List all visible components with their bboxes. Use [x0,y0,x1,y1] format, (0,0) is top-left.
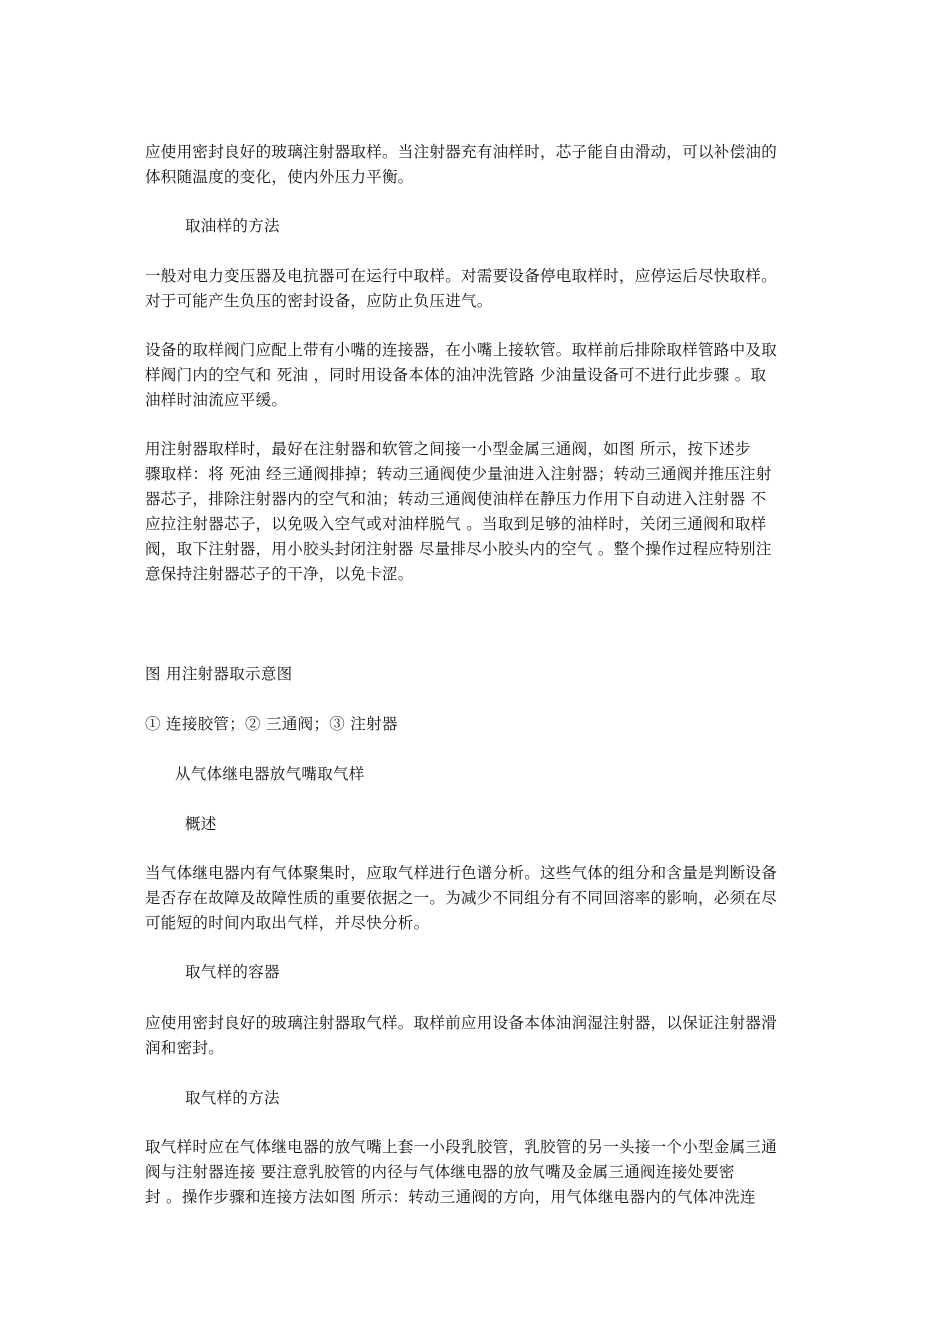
text-line: 油样时油流应平缓。 [145,391,288,409]
text-line: 应拉注射器芯子，以免吸入空气或对油样脱气 。当取到足够的油样时，关闭三通阀和取样 [145,515,767,533]
paragraph-syringe-procedure [145,437,825,587]
heading-text: 取气样的方法 [185,1089,280,1107]
paragraph-gas-procedure [145,1135,825,1210]
figure-caption [145,662,825,687]
paragraph-sampling-running [145,264,825,314]
text-line: 当气体继电器内有气体聚集时，应取气样进行色谱分析。这些气体的组分和含量是判断设备 [145,864,778,882]
text-line: 用注射器取样时，最好在注射器和软管之间接一小型金属三通阀，如图 所示，按下述步 [145,440,751,458]
text-line: 阀，取下注射器，用小胶头封闭注射器 尽量排尽小胶头内的空气 。整个操作过程应特别注 [145,540,772,558]
text-line: 是否存在故障及故障性质的重要依据之一。为减少不同组分有不同回溶率的影响，必须在尽 [145,889,778,907]
heading-gas-relay-sampling [175,762,855,787]
heading-overview [185,812,865,837]
figure-legend [145,712,825,737]
paragraph-gas-syringe [145,1011,825,1061]
text-line: 骤取样：将 死油 经三通阀排掉；转动三通阀使少量油进入注射器；转动三通阀并推压注射 [145,465,772,483]
text-line: 取气样时应在气体继电器的放气嘴上套一小段乳胶管，乳胶管的另一头接一个小型金属三通 [145,1138,778,1156]
heading-text: 从气体继电器放气嘴取气样 [175,765,365,783]
text-line: 应使用密封良好的玻璃注射器取样。当注射器充有油样时，芯子能自由滑动，可以补偿油的 [145,143,778,161]
text-line: 设备的取样阀门应配上带有小嘴的连接器，在小嘴上接软管。取样前后排除取样管路中及取 [145,341,778,359]
heading-gas-container [185,960,865,985]
paragraph-sampling-valve [145,338,825,413]
text-line: 应使用密封良好的玻璃注射器取气样。取样前应用设备本体油润湿注射器，以保证注射器滑 [145,1014,778,1032]
text-line: 封 。操作步骤和连接方法如图 所示：转动三通阀的方向，用气体继电器内的气体冲洗连 [145,1188,756,1206]
text-line: 器芯子，排除注射器内的空气和油；转动三通阀使油样在静压力作用下自动进入注射器 不 [145,490,767,508]
paragraph-syringe-intro [145,140,825,190]
caption-text: 图 用注射器取示意图 [145,665,293,683]
text-line: 润和密封。 [145,1039,225,1057]
paragraph-gas-analysis [145,861,825,936]
text-line: 阀与注射器连接 要注意乳胶管的内径与气体继电器的放气嘴及金属三通阀连接处要密 [145,1163,735,1181]
text-line: 对于可能产生负压的密封设备，应防止负压进气。 [145,292,493,310]
legend-text: ① 连接胶管；② 三通阀；③ 注射器 [145,715,398,733]
text-line: 可能短的时间内取出气样，并尽快分析。 [145,914,430,932]
text-line: 样阀门内的空气和 死油 ，同时用设备本体的油冲洗管路 少油量设备可不进行此步骤 。取 [145,366,767,384]
text-line: 一般对电力变压器及电抗器可在运行中取样。对需要设备停电取样时，应停运后尽快取样。 [145,267,778,285]
heading-text: 概述 [185,815,217,833]
heading-text: 取油样的方法 [185,217,280,235]
text-line: 意保持注射器芯子的干净，以免卡涩。 [145,565,414,583]
heading-text: 取气样的容器 [185,963,280,981]
heading-oil-sampling-method [185,214,865,239]
heading-gas-sampling-method [185,1086,865,1111]
text-line: 体积随温度的变化，使内外压力平衡。 [145,168,414,186]
